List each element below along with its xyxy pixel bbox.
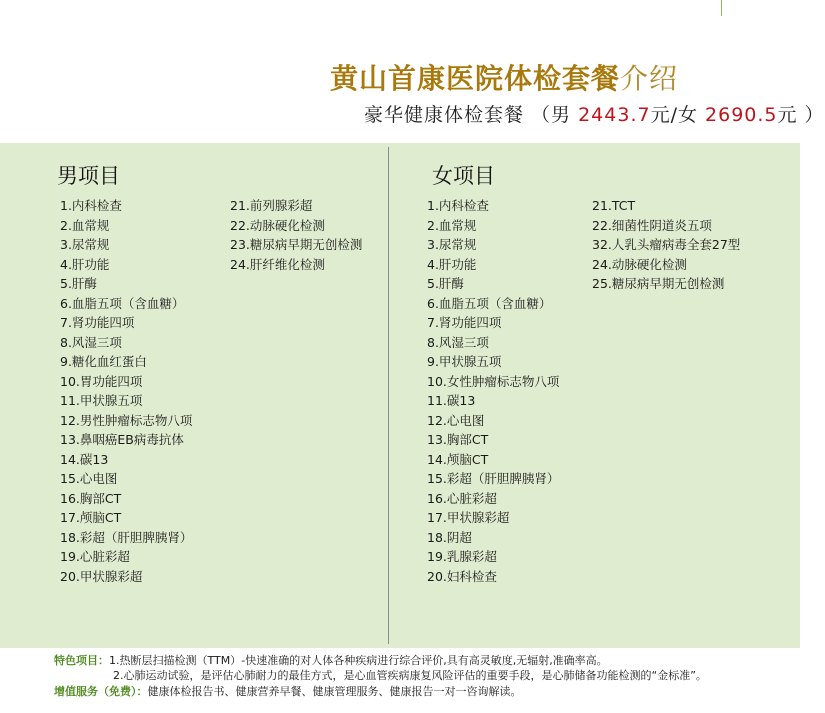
feature-line-1 [54,653,608,668]
list-item: 12.心电图 [427,412,485,428]
male-items-list-2 [230,196,362,274]
service-text: 健康体检报告书、健康营养早餐、健康管理服务、健康报告一对一咨询解读。 [147,685,522,698]
list-item: 20.妇科检查 [427,568,497,584]
list-item: 21.TCT [592,198,636,213]
list-item: 5.肝酶 [60,276,97,291]
list-item: 7.肾功能四项 [427,315,502,330]
male-price: 2443.7 [578,104,651,126]
list-item: 21.前列腺彩超 [230,198,313,213]
list-item: 7.肾功能四项 [60,315,135,330]
header [0,0,825,140]
list-item: 32.人乳头瘤病毒全套27型 [592,237,741,252]
female-items-list-1 [427,196,559,586]
list-item: 2.血常规 [427,217,477,233]
list-item: 17.甲状腺彩超 [427,510,510,525]
list-item: 1.内科检查 [60,198,122,213]
list-item: 9.甲状腺五项 [427,354,502,369]
list-item: 23.糖尿病早期无创检测 [230,237,363,252]
subtitle-prefix: 豪华健康体检套餐 （男 [364,104,579,126]
list-item: 6.血脂五项（含血糖） [427,295,552,311]
service-label: 增值服务（免费）： [54,685,148,698]
title-suffix: 介绍 [620,62,679,95]
female-items-list-2 [592,196,740,294]
list-item: 19.心脏彩超 [60,549,130,564]
list-item: 3.尿常规 [60,237,110,252]
list-item: 16.心脏彩超 [427,490,497,506]
list-item: 22.动脉硬化检测 [230,217,325,233]
feature-label: 特色项目： [54,654,109,667]
list-item: 9.糖化血红蛋白 [60,354,147,369]
list-item: 3.尿常规 [427,237,477,252]
list-item: 14.碳13 [60,451,109,467]
list-item: 15.心电图 [60,471,118,486]
list-item: 20.甲状腺彩超 [60,568,143,584]
female-price: 2690.5 [705,104,778,126]
female-section-title: 女项目 [432,164,495,188]
list-item: 14.颅脑CT [427,451,489,467]
list-item: 11.甲状腺五项 [60,393,143,408]
package-subtitle [364,100,825,127]
male-items-list-1 [60,196,192,586]
list-item: 2.血常规 [60,217,110,233]
list-item: 5.肝酶 [427,276,464,291]
list-item: 24.动脉硬化检测 [592,256,687,272]
list-item: 6.血脂五项（含血糖） [60,295,185,311]
list-item: 1.内科检查 [427,198,489,213]
list-item: 19.乳腺彩超 [427,549,497,564]
page-title [330,57,678,97]
column-divider [388,147,389,644]
list-item: 13.胸部CT [427,432,489,447]
list-item: 17.颅脑CT [60,510,122,525]
feature-line-2: 2.心肺运动试验，是评估心肺耐力的最佳方式，是心血管疾病康复风险评估的重要手段，是心肺储备功能检测的“金标准”。 [113,669,707,682]
subtitle-mid: 元/女 [650,104,706,126]
list-item: 24.肝纤维化检测 [230,256,325,272]
list-item: 15.彩超（肝胆脾胰肾） [427,471,560,486]
subtitle-suffix: 元 ） [777,104,825,126]
list-item: 18.阴超 [427,529,472,545]
list-item: 8.风湿三项 [60,334,122,350]
footer [0,648,800,713]
list-item: 8.风湿三项 [427,334,489,350]
list-item: 18.彩超（肝胆脾胰肾） [60,529,193,545]
list-item: 4.肝功能 [60,256,110,272]
list-item: 10.女性肿瘤标志物八项 [427,373,560,389]
list-item: 22.细菌性阴道炎五项 [592,217,712,233]
feature-text-1: 1.热断层扫描检测（TTM）-快速准确的对人体各种疾病进行综合评价,具有高灵敏度,无辐射,准确率高。 [109,654,608,667]
service-line [54,684,522,699]
list-item: 4.肝功能 [427,256,477,272]
list-item: 12.男性肿瘤标志物八项 [60,412,193,428]
list-item: 13.鼻咽癌EB病毒抗体 [60,432,184,447]
male-section-title: 男项目 [57,164,120,188]
list-item: 11.碳13 [427,393,476,408]
list-item: 10.胃功能四项 [60,373,143,389]
list-item: 16.胸部CT [60,490,122,506]
title-main: 黄山首康医院体检套餐 [330,62,621,95]
list-item: 25.糖尿病早期无创检测 [592,276,725,291]
